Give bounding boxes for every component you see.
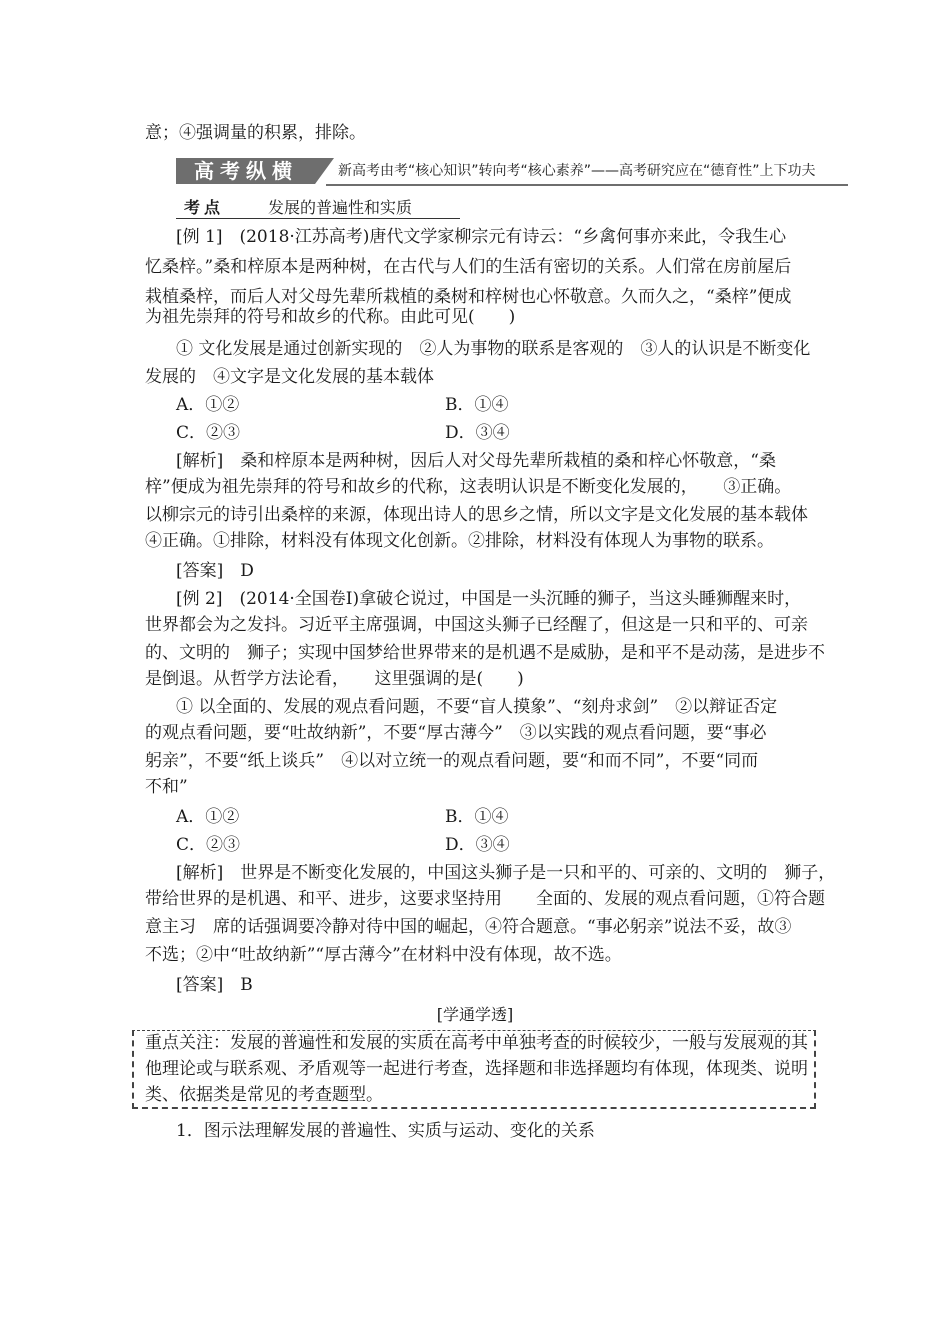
example1-line: 为祖先崇拜的符号和故乡的代称。由此可见( ) bbox=[145, 307, 516, 327]
key-focus-line: 重点关注：发展的普遍性和发展的实质在高考中单独考查的时候较少，一般与发展观的其 bbox=[145, 1033, 808, 1053]
example2-statement: ① 以全面的、发展的观点看问题，不要“盲人摸象”、“刻舟求剑” ②以辩证否定 bbox=[176, 697, 778, 717]
key-focus-line: 类、依据类是常见的考查题型。 bbox=[145, 1085, 383, 1105]
example1-analysis: 梓”便成为祖先崇拜的符号和故乡的代称，这表明认识是不断变化发展的， ③正确。 bbox=[145, 477, 792, 497]
example1-analysis: [解析] 桑和梓原本是两种树，因后人对父母先辈所栽植的桑和梓心怀敬意，“桑 bbox=[176, 451, 776, 471]
example1-analysis: 以柳宗元的诗引出桑梓的来源，体现出诗人的思乡之情，所以文字是文化发展的基本载体 bbox=[145, 505, 808, 525]
key-focus-line: 他理论或与联系观、矛盾观等一起进行考查，选择题和非选择题均有体现，体现类、说明 bbox=[145, 1059, 808, 1079]
example1-statement: ① 文化发展是通过创新实现的 ②人为事物的联系是客观的 ③人的认识是不断变化 bbox=[176, 339, 811, 359]
example1-answer: [答案] D bbox=[176, 561, 254, 581]
example2-option-d: D．③④ bbox=[445, 835, 510, 855]
example2-line: 的、文明的 狮子；实现中国梦给世界带来的是机遇不是威胁，是和平不是动荡，是进步不 bbox=[145, 643, 825, 663]
kaodian-label: 考点 bbox=[184, 198, 225, 217]
example1-statement: 发展的 ④文字是文化发展的基本载体 bbox=[145, 367, 434, 387]
example2-line: 世界都会为之发抖。习近平主席强调，中国这头狮子已经醒了，但这是一只和平的、可亲 bbox=[145, 615, 808, 635]
example1-option-a: A．①② bbox=[176, 395, 240, 415]
example1-line: [例 1] (2018·江苏高考)唐代文学家柳宗元有诗云：“乡禽何事亦来此，令我生心 bbox=[176, 227, 787, 247]
gaokao-banner bbox=[176, 158, 848, 188]
example2-option-b: B．①④ bbox=[445, 807, 509, 827]
example1-option-c: C．②③ bbox=[176, 423, 241, 443]
study-item-1: 1．图示法理解发展的普遍性、实质与运动、变化的关系 bbox=[176, 1121, 595, 1141]
example2-option-c: C．②③ bbox=[176, 835, 241, 855]
kaodian-topic: 发展的普遍性和实质 bbox=[268, 198, 413, 217]
example2-line: [例 2] (2014·全国卷Ⅰ)拿破仑说过，中国是一头沉睡的狮子，当这头睡狮醒来时， bbox=[176, 589, 802, 609]
example2-analysis: 意主习 席的话强调要冷静对待中国的崛起，④符合题意。“事必躬亲”说法不妥，故③ bbox=[145, 917, 792, 937]
example1-analysis: ④正确。①排除，材料没有体现文化创新。②排除，材料没有体现人为事物的联系。 bbox=[145, 531, 774, 551]
banner-title: 高考纵横 bbox=[194, 159, 298, 183]
example1-option-d: D．③④ bbox=[445, 423, 510, 443]
example2-statement: 躬亲”，不要“纸上谈兵” ④以对立统一的观点看问题，要“和而不同”，不要“同而 bbox=[145, 751, 759, 771]
example2-line: 是倒退。从哲学方法论看， 这里强调的是( ) bbox=[145, 669, 524, 689]
example2-answer: [答案] B bbox=[176, 975, 253, 995]
intro-line: 意；④强调量的积累，排除。 bbox=[145, 123, 366, 143]
example2-analysis: 带给世界的是机遇、和平、进步，这要求坚持用 全面的、发展的观点看问题，①符合题 bbox=[145, 889, 825, 909]
example1-option-b: B．①④ bbox=[445, 395, 509, 415]
example1-line: 忆桑梓。”桑和梓原本是两种树，在古代与人们的生活有密切的关系。人们常在房前屋后 bbox=[145, 257, 792, 277]
example2-analysis: 不选；②中“吐故纳新”“厚古薄今”在材料中没有体现，故不选。 bbox=[145, 945, 622, 965]
banner-subtitle: 新高考由考“核心知识”转向考“核心素养”——高考研究应在“德育性”上下功夫 bbox=[338, 163, 816, 179]
kaodian-rule bbox=[176, 218, 460, 219]
banner-rule bbox=[326, 184, 848, 186]
example2-option-a: A．①② bbox=[176, 807, 240, 827]
study-label: [学通学透] bbox=[436, 1005, 514, 1024]
example2-statement: 的观点看问题，要“吐故纳新”，不要“厚古薄今” ③以实践的观点看问题，要“事必 bbox=[145, 723, 767, 743]
example2-analysis: [解析] 世界是不断变化发展的，中国这头狮子是一只和平的、可亲的、文明的 狮子， bbox=[176, 863, 836, 883]
example2-statement: 不和” bbox=[145, 777, 188, 797]
example1-line: 栽植桑梓，而后人对父母先辈所栽植的桑树和梓树也心怀敬意。久而久之，“桑梓”便成 bbox=[145, 287, 792, 307]
